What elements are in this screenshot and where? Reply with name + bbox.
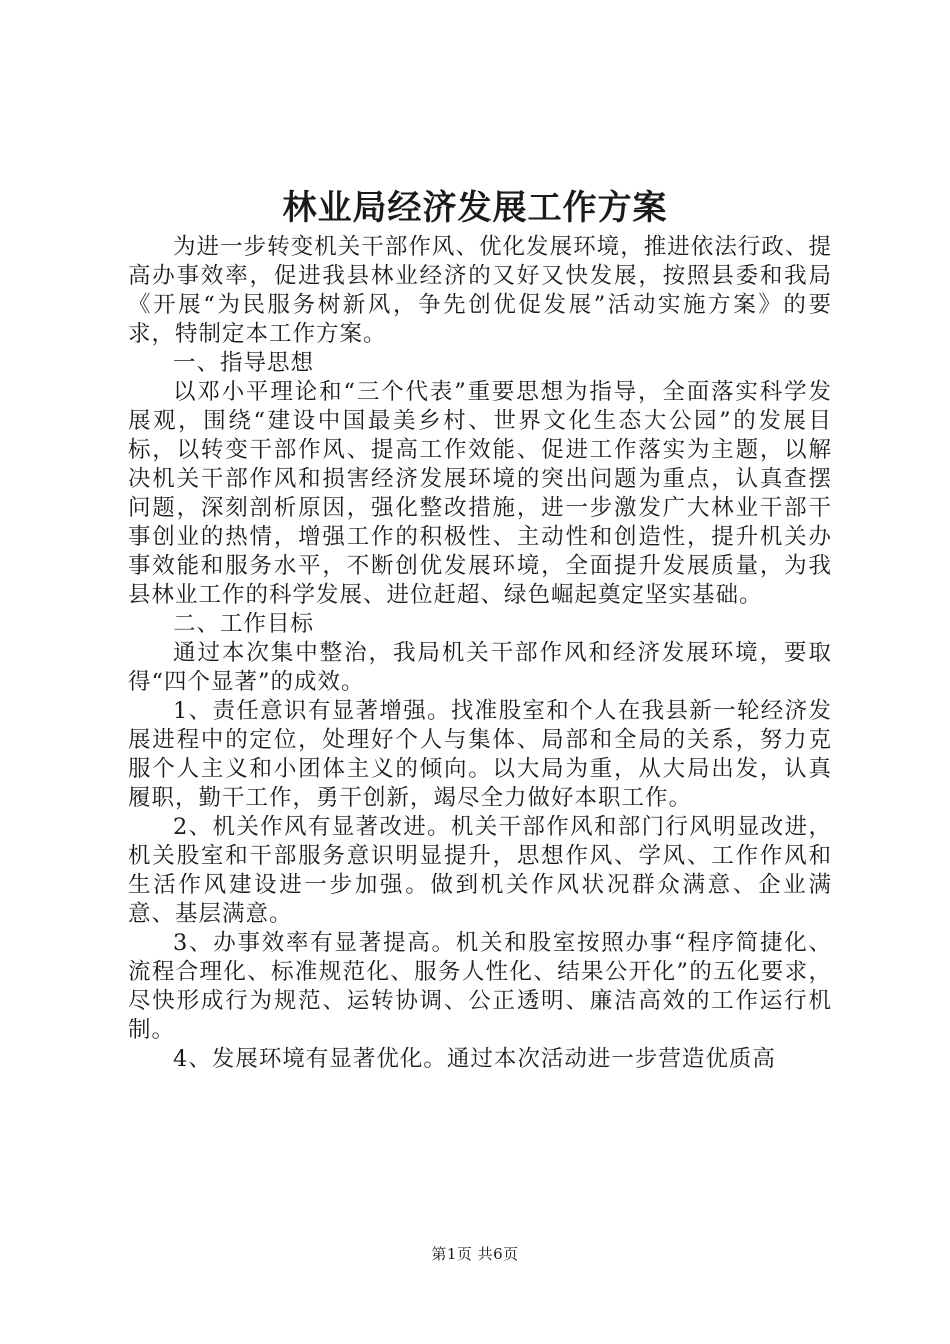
page-number-footer: 第1页 共6页 <box>431 1245 519 1263</box>
paragraph-goal-2: 2、机关作风有显著改进。机关干部作风和部门行风明显改进，机关股室和干部服务意识明显提升，思想作风、学风、工作作风和生活作风建设进一步加强。做到机关作风状况群众满意、企业满意、基层满意。 <box>128 814 832 927</box>
paragraph-goal-1: 1、责任意识有显著增强。找准股室和个人在我县新一轮经济发展进程中的定位，处理好个人与集体、局部和全局的关系，努力克服个人主义和小团体主义的倾向。以大局为重，从大局出发，认真履职，勤干工作，勇干创新，竭尽全力做好本职工作。 <box>128 698 832 811</box>
document-title: 林业局经济发展工作方案 <box>282 188 668 228</box>
paragraph-goal-4: 4、发展环境有显著优化。通过本次活动进一步营造优质高 <box>173 1046 776 1072</box>
section-heading-guiding-ideology: 一、指导思想 <box>173 350 315 376</box>
paragraph-guiding-ideology: 以邓小平理论和“三个代表”重要思想为指导，全面落实科学发展观，围绕“建设中国最美乡村、世界文化生态大公园”的发展目标，以转变干部作风、提高工作效能、促进工作落实为主题，以解决机关干部作风和损害经济发展环境的突出问题为重点，认真查摆问题，深刻剖析原因，强化整改措施，进一步激发广大林业干部干事创业的热情，增强工作的积极性、主动性和创造性，提升机关办事效能和服务水平，不断创优发展环境，全面提升发展质量，为我县林业工作的科学发展、进位赶超、绿色崛起奠定坚实基础。 <box>128 379 832 608</box>
paragraph-goals-intro: 通过本次集中整治，我局机关干部作风和经济发展环境，要取得“四个显著”的成效。 <box>128 640 832 695</box>
paragraph-intro: 为进一步转变机关干部作风、优化发展环境，推进依法行政、提高办事效率，促进我县林业经济的又好又快发展，按照县委和我局《开展“为民服务树新风，争先创优促发展”活动实施方案》的要求，特制定本工作方案。 <box>128 234 832 347</box>
document-body <box>128 233 832 1074</box>
section-heading-work-goals: 二、工作目标 <box>173 611 315 637</box>
paragraph-goal-3: 3、办事效率有显著提高。机关和股室按照办事“程序简捷化、流程合理化、标准规范化、服务人性化、结果公开化”的五化要求，尽快形成行为规范、运转协调、公正透明、廉洁高效的工作运行机制。 <box>128 930 832 1043</box>
